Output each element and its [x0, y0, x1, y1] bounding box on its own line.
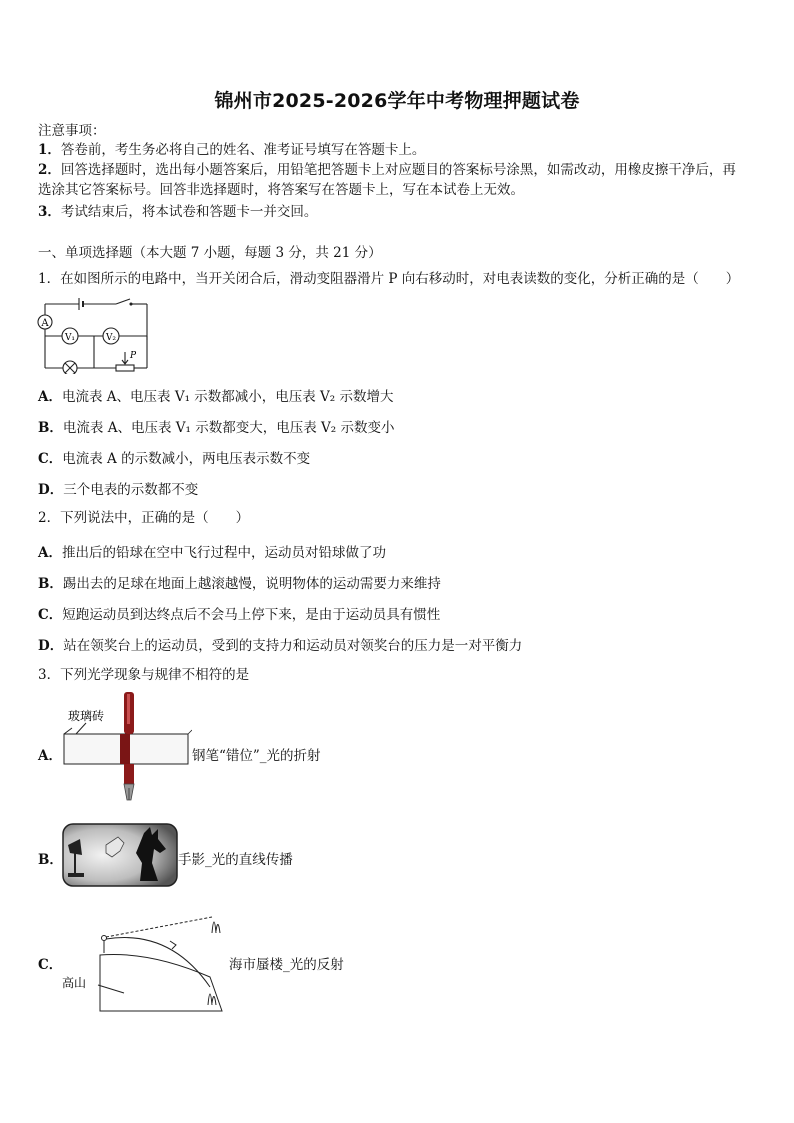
section-heading: 一、单项选择题（本大题 7 小题，每题 3 分，共 21 分） [38, 245, 382, 261]
question-3-stem: 3．下列光学现象与规律不相符的是 [38, 667, 250, 683]
q2-option-c[interactable]: C．短跑运动员到达终点后不会马上停下来，是由于运动员具有惯性 [38, 607, 441, 623]
mirage-figure [60, 905, 230, 1015]
q3-option-c-letter[interactable]: C． [38, 957, 63, 973]
glass-block-label: 玻璃砖 [68, 709, 105, 723]
rheostat [116, 365, 134, 371]
notice-item: 3．考试结束后，将本试卷和答题卡一并交回。 [38, 204, 318, 220]
notice-item-continued: 选涂其它答案标号。回答非选择题时，将答案写在答题卡上，写在本试卷上无效。 [38, 182, 524, 198]
q2-option-a[interactable]: A．推出后的铅球在空中飞行过程中，运动员对铅球做了功 [38, 545, 386, 561]
q1-option-d[interactable]: D．三个电表的示数都不变 [38, 482, 199, 498]
pen-glass-figure [58, 690, 192, 810]
notice-item: 1．答卷前，考生务必将自己的姓名、准考证号填写在答题卡上。 [38, 142, 426, 158]
notice-item: 2．回答选择题时，选出每小题答案后，用铅笔把答题卡上对应题目的答案标号涂黑，如需改动，用橡皮擦干净后，再 [38, 162, 736, 178]
q3-option-b-letter[interactable]: B． [38, 852, 63, 868]
q3-option-c-caption: 海市蜃楼_光的反射 [229, 957, 344, 973]
slider-label: P [130, 351, 137, 361]
q3-option-a-caption: 钢笔“错位”_光的折射 [192, 748, 321, 764]
q1-option-a[interactable]: A．电流表 A、电压表 V₁ 示数都减小，电压表 V₂ 示数增大 [38, 389, 394, 405]
q1-option-b[interactable]: B．电流表 A、电压表 V₁ 示数都变大，电压表 V₂ 示数变小 [38, 420, 395, 436]
question-1-stem: 1．在如图所示的电路中，当开关闭合后，滑动变阻器滑片 P 向右移动时，对电表读数的变化，分析正确的是（ ） [38, 271, 740, 287]
voltmeter-v1-label: V₁ [64, 333, 76, 343]
q2-option-d[interactable]: D．站在领奖台上的运动员，受到的支持力和运动员对领奖台的压力是一对平衡力 [38, 638, 523, 654]
q3-option-a-letter[interactable]: A． [38, 748, 62, 764]
q3-option-b-caption: 手影_光的直线传播 [178, 852, 293, 868]
q2-option-b[interactable]: B．踢出去的足球在地面上越滚越慢，说明物体的运动需要力来维持 [38, 576, 441, 592]
circuit-diagram [36, 292, 151, 374]
question-2-stem: 2．下列说法中，正确的是（ ） [38, 510, 250, 526]
hand-shadow-figure [62, 823, 178, 887]
voltmeter-v2-label: V₂ [105, 333, 117, 343]
page-title: 锦州市2025-2026学年中考物理押题试卷 [214, 90, 580, 112]
q1-option-c[interactable]: C．电流表 A 的示数减小，两电压表示数不变 [38, 451, 311, 467]
ammeter-label: A [41, 318, 49, 329]
notice-heading: 注意事项： [38, 123, 106, 139]
mountain-label: 高山 [62, 976, 87, 990]
